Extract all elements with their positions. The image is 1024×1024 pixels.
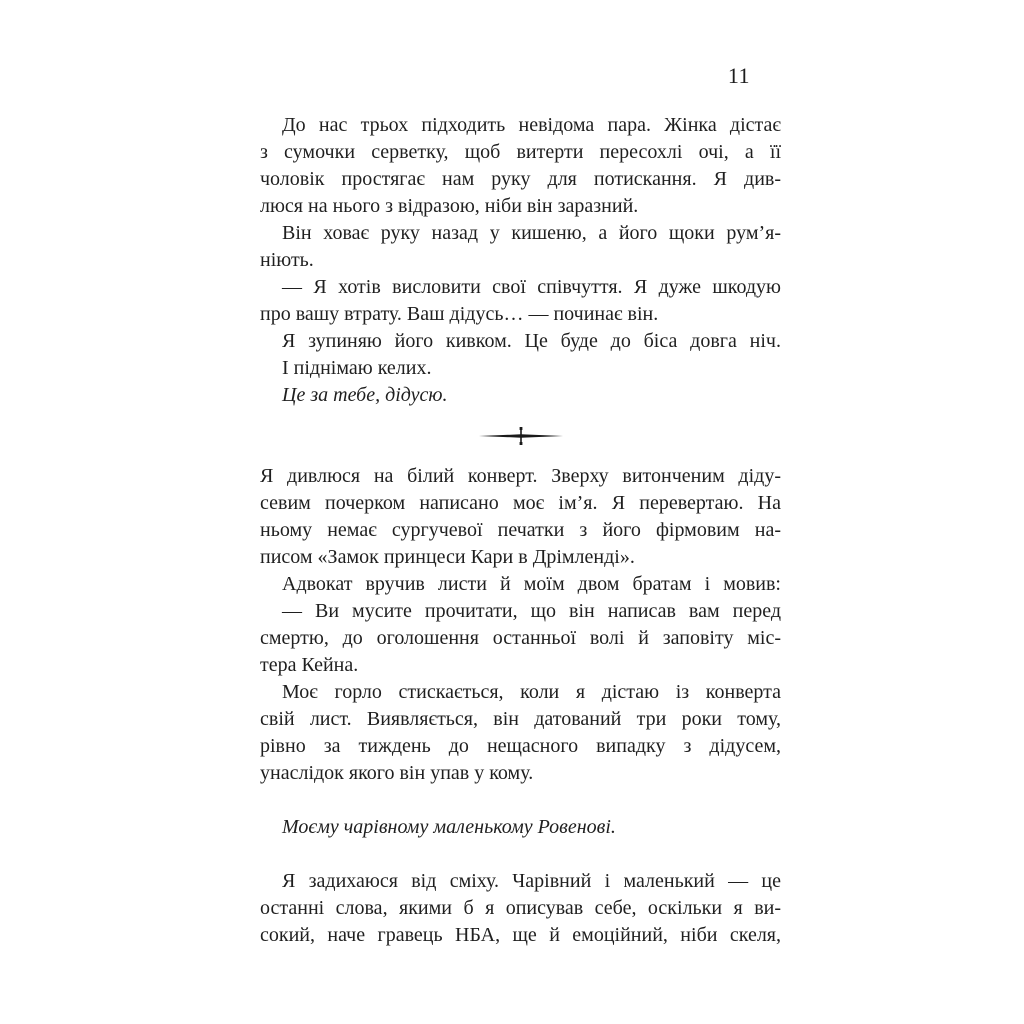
section-divider [260,409,781,463]
paragraph [260,598,781,679]
text-line: Я дивлюся на білий конверт. Зверху витонченим діду- [260,465,781,487]
text-line: свій лист. Виявляється, він датований три роки тому, [260,708,781,730]
paragraph [260,679,781,787]
paragraph [260,814,781,841]
text-line: тера Кейна. [260,654,359,676]
text-line: ньому немає сургучевої печатки з його фірмовим на- [260,519,781,541]
text-line: останні слова, якими б я описував себе, оскільки я ви- [260,897,781,919]
text-line: Моєму чарівному маленькому Ровенові. [282,816,616,838]
text-line: з сумочки серветку, щоб витерти пересохлі очі, а її [260,141,781,163]
text-line: люся на нього з відразою, ніби він заразний. [260,195,639,217]
text-line: — Ви мусите прочитати, що він написав вам перед [282,600,781,622]
text-line: чоловік простягає нам руку для потискання. Я див- [260,168,781,190]
paragraph [260,220,781,274]
paragraph [260,571,781,598]
page-number: 11 [727,63,750,88]
text-line: До нас трьох підходить невідома пара. Жінка дістає [282,114,781,136]
text-line: — Я хотів висловити свої співчуття. Я дуже шкодую [282,276,781,298]
text-line: про вашу втрату. Ваш дідусь… — починає він. [260,303,659,325]
text-line: Адвокат вручив листи й моїм двом братам і мовив: [282,573,781,595]
paragraph [260,868,781,949]
text-line: рівно за тиждень до нещасного випадку з дідусем, [260,735,781,757]
paragraph [260,274,781,328]
text-line: ніють. [260,249,314,271]
text-line: смертю, до оголошення останньої волі й заповіту міс- [260,627,781,649]
text-line: Моє горло стискається, коли я дістаю із конверта [282,681,781,703]
text-line: севим почерком написано моє ім’я. Я перевертаю. На [260,492,781,514]
paragraph [260,112,781,220]
text-line: Я зупиняю його кивком. Це буде до біса довга ніч. [282,330,781,352]
text-line: Він ховає руку назад у кишеню, а його щоки рум’я- [282,222,781,244]
text-line: Це за тебе, дідусю. [282,384,448,406]
text-block [260,112,781,949]
paragraph [260,328,781,355]
text-line: унаслідок якого він упав у кому. [260,762,534,784]
text-line: сокий, наче гравець НБА, ще й емоційний, ніби скеля, [260,924,781,946]
text-line: І піднімаю келих. [282,357,432,379]
paragraph [260,382,781,409]
text-line: Я задихаюся від сміху. Чарівний і маленький — це [282,870,781,892]
divider-ornament-icon [479,426,563,446]
text-line: писом «Замок принцеси Кари в Дрімленді». [260,546,635,568]
paragraph [260,355,781,382]
paragraph [260,463,781,571]
